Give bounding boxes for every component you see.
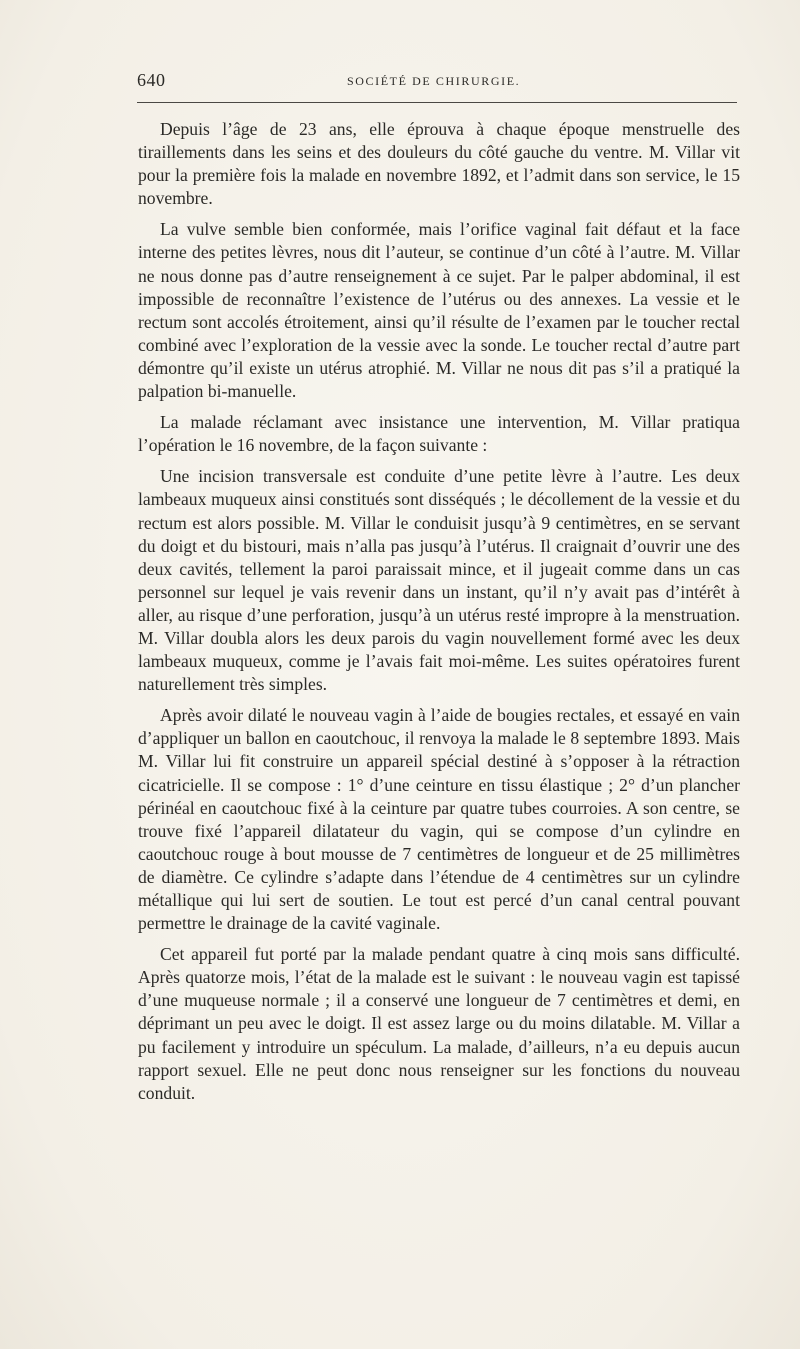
running-title: SOCIÉTÉ DE CHIRURGIE. [347,74,521,88]
paragraph: Après avoir dilaté le nouveau vagin à l’aide de bougies rectales, et essayé en vain d’appliquer un ballon en caoutchouc, il renvoya la malade le 8 septembre 1893. Mais M. Villar lui fit construire un appareil spécial destiné à s’opposer à la rétraction cicatricielle. Il se compose : 1° d’une ceinture en tissu élastique ; 2° d’un plancher périnéal en caoutchouc fixé à la ceinture par quatre tubes courroies. A son centre, se trouve fixé l’appareil dilatateur du vagin, qui se compose d’un cylindre en caoutchouc rouge à bout mousse de 7 centimètres de longueur et de 25 millimètres de diamètre. Ce cylindre s’adapte dans l’étendue de 4 centimètres sur un cylindre métallique qui lui sert de soutien. Le tout est percé d’un canal central pouvant permettre le drainage de la cavité vaginale. [138,705,740,934]
page-header [137,70,737,104]
page-number: 640 [137,70,166,90]
paragraph: La malade réclamant avec insistance une intervention, M. Villar pratiqua l’opération le 16 novembre, de la façon suivante : [138,412,740,456]
paragraph: Une incision transversale est conduite d’une petite lèvre à l’autre. Les deux lambeaux muqueux ainsi constitués sont disséqués ; le décollement de la vessie et du rectum est alors possible. M. Villar le conduisit jusqu’à 9 centimètres, en se servant du doigt et du bistouri, mais n’alla pas jusqu’à l’utérus. Il craignait d’ouvrir une des deux cavités, tellement la paroi paraissait mince, et il jugeait comme dans un cas personnel sur lequel je vais revenir dans un instant, qu’il n’y avait pas d’intérêt à aller, au risque d’une perforation, jusqu’à un utérus resté impropre à la menstruation. M. Villar doubla alors les deux parois du vagin nouvellement formé avec les deux lambeaux muqueux, comme je l’avais fait moi-même. Les suites opératoires furent naturellement très simples. [138,466,740,695]
body-text [138,118,740,1105]
paragraph: Depuis l’âge de 23 ans, elle éprouva à chaque époque menstruelle des tiraillements dans les seins et des douleurs du côté gauche du ventre. M. Villar vit pour la première fois la malade en novembre 1892, et l’admit dans son service, le 15 novembre. [138,119,740,209]
paragraph: La vulve semble bien conformée, mais l’orifice vaginal fait défaut et la face interne des petites lèvres, nous dit l’auteur, se continue d’un côté à l’autre. M. Villar ne nous donne pas d’autre renseignement à ce sujet. Par le palper abdominal, il est impossible de reconnaître l’existence de l’utérus ou des annexes. La vessie et le rectum sont accolés étroitement, ainsi qu’il résulte de l’examen par le toucher rectal combiné avec l’exploration de la vessie avec la sonde. Le toucher rectal d’autre part démontre qu’il existe un utérus atrophié. M. Villar ne nous dit pas s’il a pratiqué la palpation bi-manuelle. [138,219,740,402]
header-rule [137,102,737,103]
paragraph: Cet appareil fut porté par la malade pendant quatre à cinq mois sans difficulté. Après quatorze mois, l’état de la malade est le suivant : le nouveau vagin est tapissé d’une muqueuse normale ; il a conservé une longueur de 7 centimètres et demi, en déprimant un peu avec le doigt. Il est assez large ou du moins dilatable. M. Villar a pu facilement y introduire un spéculum. La malade, d’ailleurs, n’a eu depuis aucun rapport sexuel. Elle ne peut donc nous renseigner sur les fonctions du nouveau conduit. [138,944,740,1103]
